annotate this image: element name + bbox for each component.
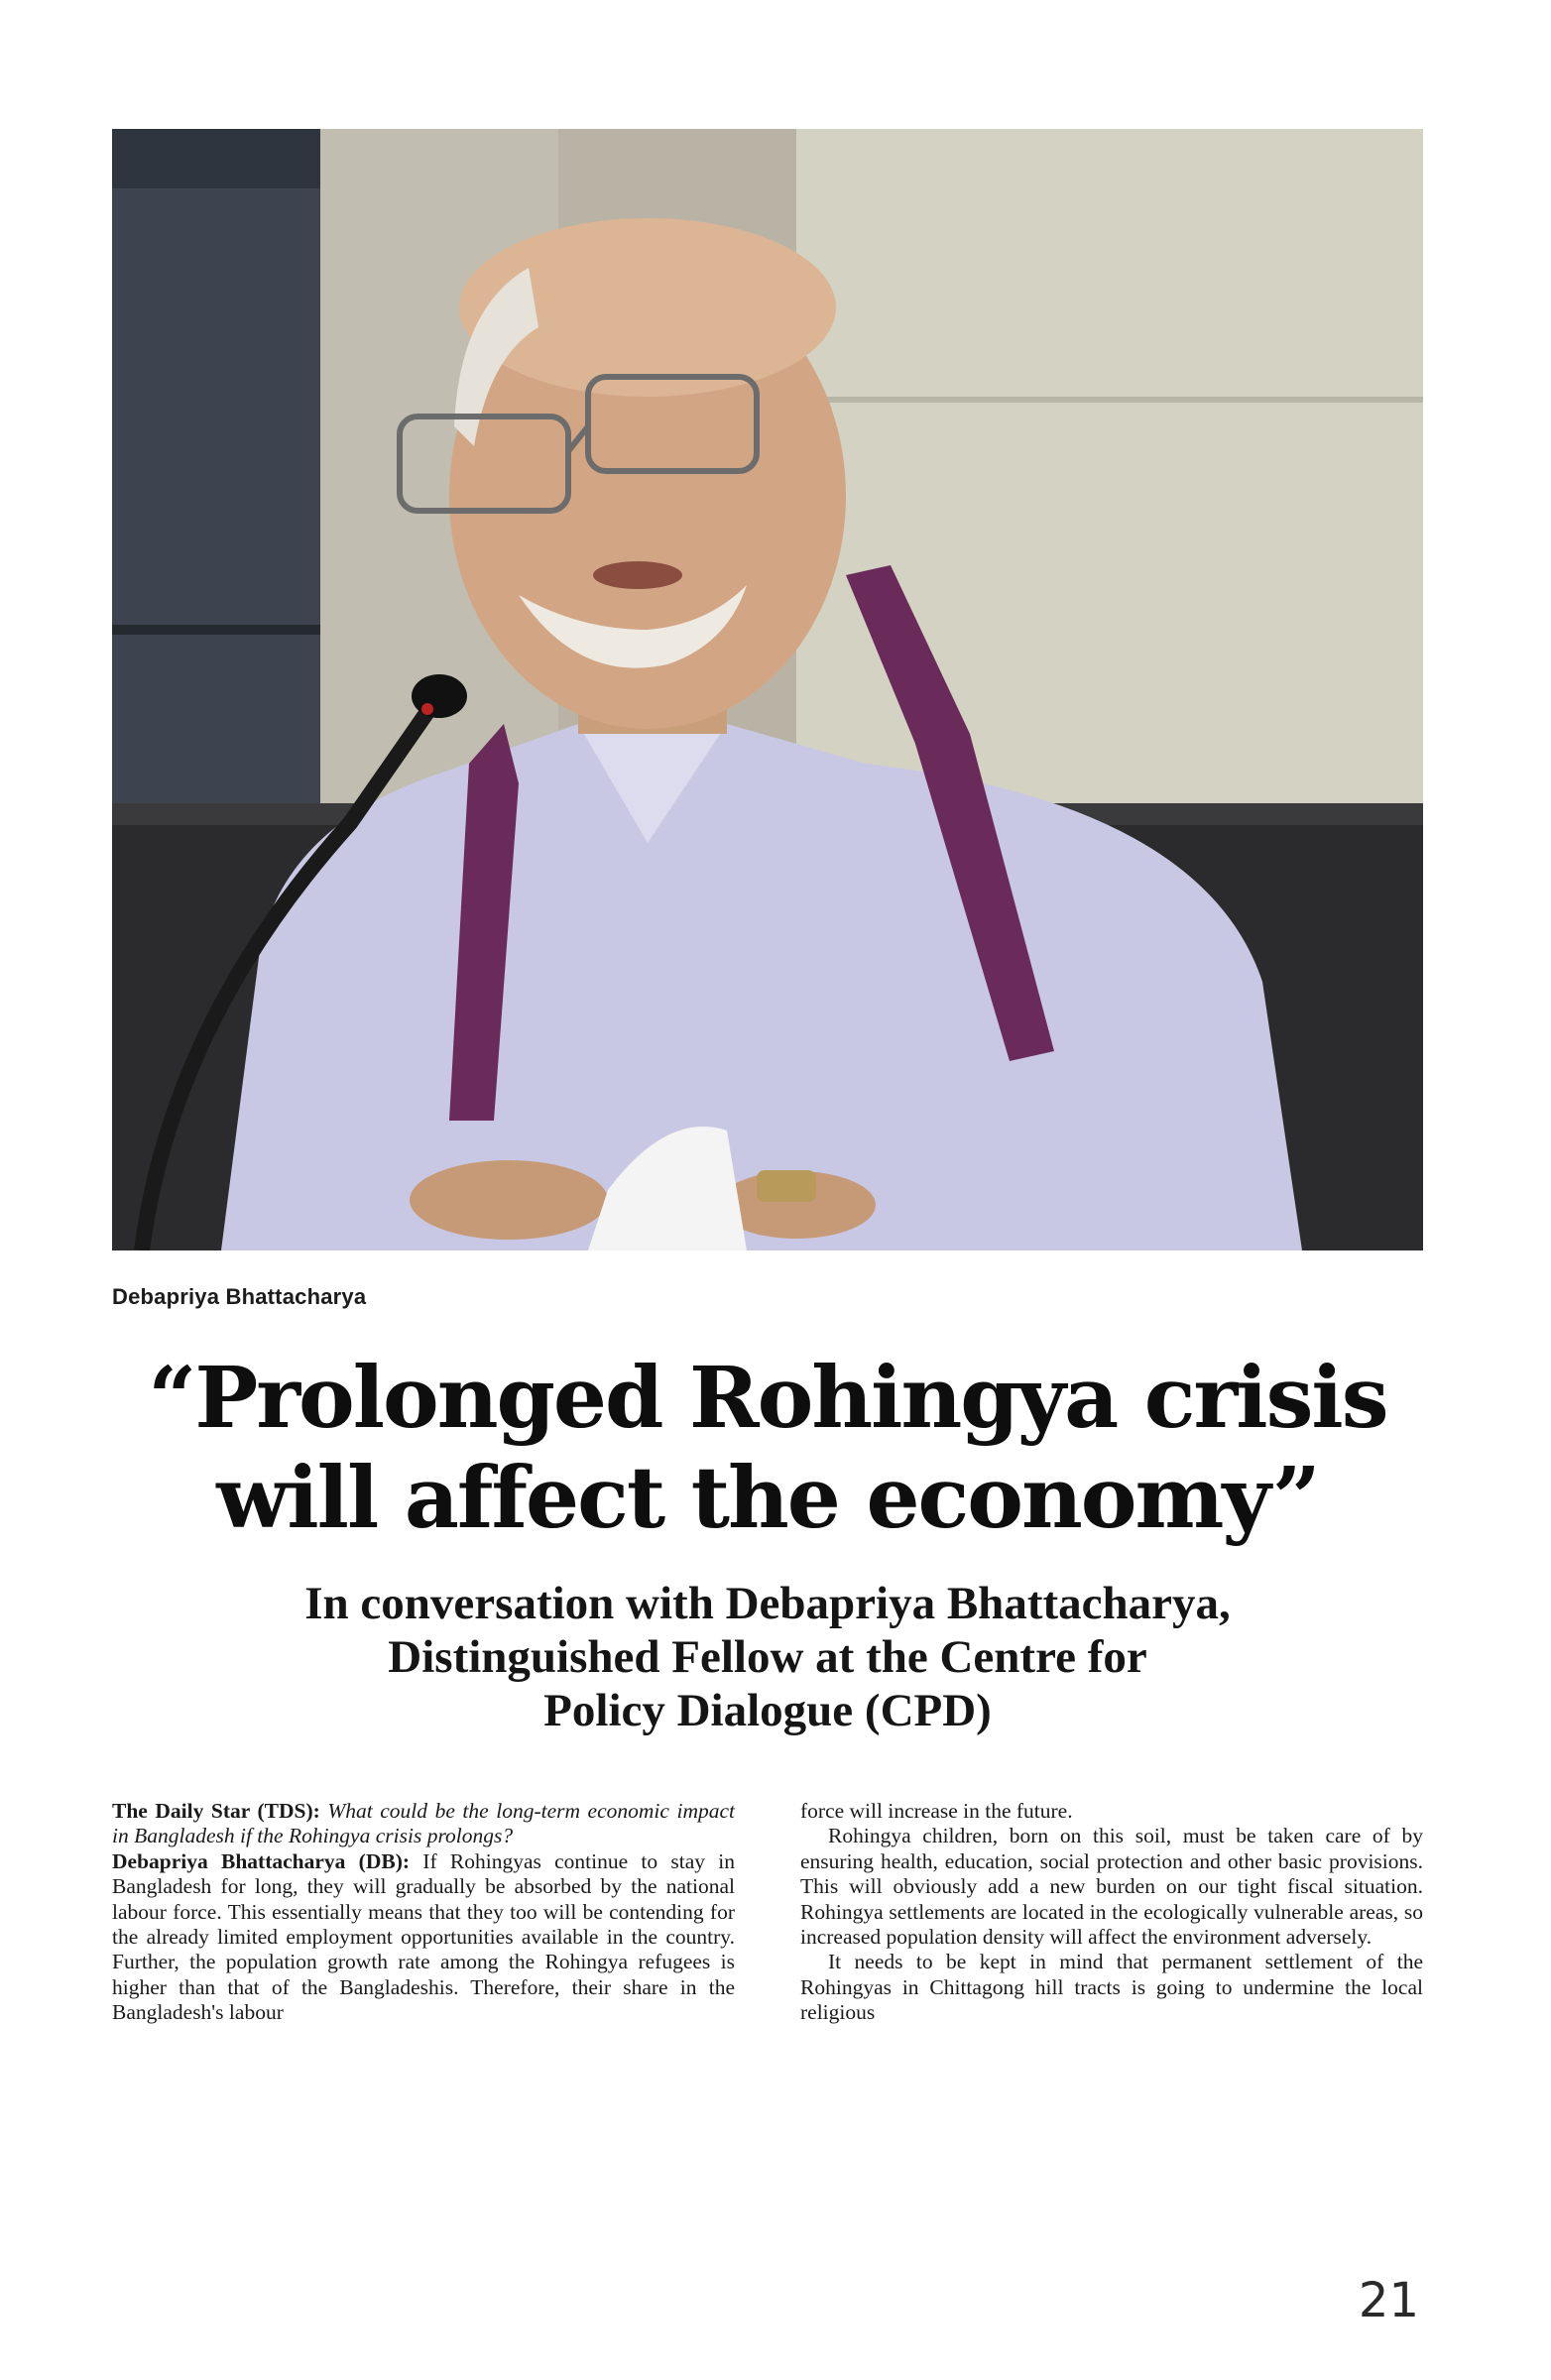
subheadline-line: In conversation with Debapriya Bhattacharya, — [304, 1578, 1231, 1629]
answer-speaker: Debapriya Bhattacharya (DB): — [112, 1848, 411, 1873]
portrait-illustration — [112, 129, 1423, 1250]
page-number: 21 — [1358, 2273, 1419, 2328]
subheadline-line: Distinguished Fellow at the Centre for — [388, 1631, 1147, 1683]
photo-caption: Debapriya Bhattacharya — [112, 1284, 367, 1309]
headline-line: “Prolonged Rohingya crisis — [148, 1349, 1387, 1448]
subheadline — [112, 1577, 1423, 1737]
answer-paragraph: Rohingya children, born on this soil, must be taken care of by ensuring health, education, social protection and other basic provisions. This will obviously add a new burden on our tight fiscal situation. Rohingya settlements are located in the ecologically vulnerable areas, so increased population density will affect the environment adversely. — [800, 1824, 1423, 1950]
question-text: What could be the long-term economic impact in Bangladesh if the Rohingya crisis prolongs? — [112, 1799, 735, 1848]
article-body — [112, 1799, 1423, 2255]
article-column-left — [112, 1799, 735, 2026]
interview-question — [112, 1799, 735, 1849]
interview-answer — [112, 1849, 735, 2026]
article-column-right — [800, 1799, 1423, 2026]
question-speaker: The Daily Star (TDS): — [112, 1799, 320, 1823]
headline — [112, 1349, 1423, 1549]
answer-paragraph: force will increase in the future. — [800, 1799, 1073, 1823]
answer-text: If Rohingyas continue to stay in Bangladesh for long, they will gradually be absorbed by the national labour force. This essentially means that they too will be contending for the already limited employment opportunities available in the country. Further, the population growth rate among the Rohingya refugees is higher than that of the Bangladeshis. Therefore, their share in the Bangladesh's labour — [112, 1848, 736, 2025]
subheadline-line: Policy Dialogue (CPD) — [543, 1685, 992, 1736]
answer-paragraph: It needs to be kept in mind that permanent settlement of the Rohingyas in Chittagong hill tracts is going to undermine the local religious — [800, 1950, 1423, 2025]
headline-line: will affect the economy” — [216, 1449, 1319, 1548]
portrait-photo — [112, 129, 1423, 1250]
